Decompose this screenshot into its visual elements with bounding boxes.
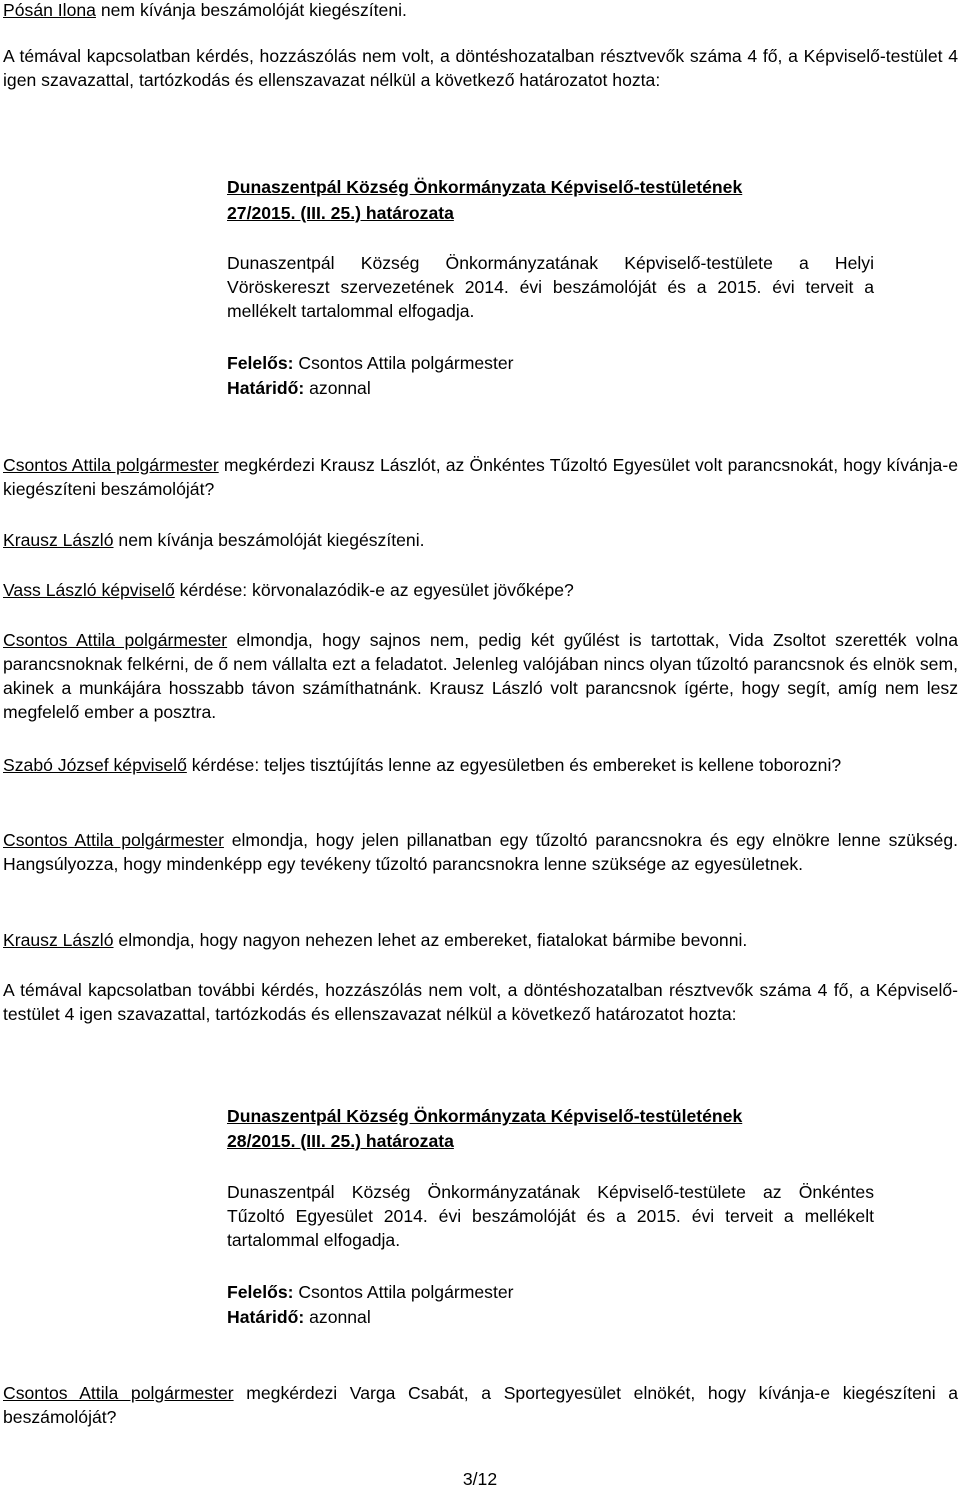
paragraph-vass: [3, 578, 958, 602]
resolution-body: Dunaszentpál Község Önkormányzatának Képviselő-testülete a Helyi Vöröskereszt szervezetének 2014. évi beszámolóját és a 2015. évi terveit a mellékelt tartalommal elfogadja.: [227, 253, 874, 321]
paragraph-csontos-1: [3, 453, 958, 501]
speaker-name: Csontos Attila polgármester: [3, 630, 228, 650]
resolution-number: 27/2015. (III. 25.) határozata: [227, 203, 454, 223]
paragraph-csontos-3: [3, 828, 958, 876]
speaker-name: Pósán Ilona: [3, 0, 96, 20]
paragraph-szabo: [3, 753, 958, 777]
paragraph-krausz-1: [3, 528, 958, 552]
resolution-body: Dunaszentpál Község Önkormányzatának Képviselő-testülete az Önkéntes Tűzoltó Egyesület 2014. évi beszámolóját és a 2015. évi terveit a mellékelt tartalommal elfogadja.: [227, 1182, 874, 1250]
resolution-responsible: [227, 1280, 874, 1304]
deadline-label: Határidő:: [227, 1307, 305, 1327]
resolution-deadline: [227, 1305, 874, 1329]
resolution-responsible: [227, 351, 874, 375]
responsible-label: Felelős:: [227, 353, 294, 373]
responsible-value: Csontos Attila polgármester: [293, 353, 514, 373]
speaker-name: Krausz László: [3, 930, 114, 950]
speaker-name: Csontos Attila polgármester: [3, 1383, 234, 1403]
deadline-value: azonnal: [304, 378, 371, 398]
paragraph-text: elmondja, hogy jelen pillanatban egy tűzoltó parancsnokra és egy elnökre lenne szükség. Hangsúlyozza, hogy mindenképp egy tevékeny tűzoltó parancsnokra lenne szüksége az egyesületnek.: [3, 830, 959, 874]
paragraph-vote-2: A témával kapcsolatban további kérdés, hozzászólás nem volt, a döntéshozatalban résztvevők száma 4 fő, a Képviselő-testület 4 igen szavazattal, tartózkodás és ellenszavazat nélkül a következő határozatot hozta:: [3, 980, 958, 1024]
resolution-title: Dunaszentpál Község Önkormányzata Képviselő-testületének: [227, 177, 743, 197]
paragraph-text: nem kívánja beszámolóját kiegészíteni.: [113, 530, 425, 550]
resolution-deadline: [227, 376, 874, 400]
speaker-name: Csontos Attila polgármester: [3, 830, 224, 850]
paragraph-text: kérdése: teljes tisztújítás lenne az egyesületben és embereket is kellene toborozni?: [186, 755, 842, 775]
paragraph-csontos-4: [3, 1381, 958, 1429]
paragraph-vote-1: A témával kapcsolatban kérdés, hozzászólás nem volt, a döntéshozatalban résztvevők száma 4 fő, a Képviselő-testület 4 igen szavazattal, tartózkodás és ellenszavazat nélkül a következő határozatot hozta:: [3, 46, 958, 90]
paragraph-text: megkérdezi Varga Csabát, a Sportegyesület elnökét, hogy kívánja-e kiegészíteni a beszámolóját?: [3, 1383, 959, 1427]
speaker-name: Csontos Attila polgármester: [3, 455, 219, 475]
paragraph-text: elmondja, hogy sajnos nem, pedig két gyűlést is tartottak, Vida Zsoltot szerették volna parancsnoknak felkérni, de ő nem vállalta ezt a feladatot. Jelenleg valójában nincs olyan tűzoltó parancsnok és elnök sem, akinek a munkájára hosszabb távon számíthatnánk. Krausz László volt parancsnok ígérte, hogy segít, amíg nem lesz megfelelő ember a posztra.: [3, 630, 958, 722]
paragraph-text: megkérdezi Krausz Lászlót, az Önkéntes Tűzoltó Egyesület volt parancsnokát, hogy kívánja-e kiegészíteni beszámolóját?: [3, 455, 958, 499]
paragraph-posan: [3, 0, 958, 22]
paragraph-krausz-2: [3, 928, 958, 952]
responsible-value: Csontos Attila polgármester: [293, 1282, 514, 1302]
deadline-value: azonnal: [304, 1307, 371, 1327]
speaker-name: Szabó József képviselő: [3, 755, 187, 775]
paragraph-text: nem kívánja beszámolóját kiegészíteni.: [95, 0, 407, 20]
resolution-title: Dunaszentpál Község Önkormányzata Képviselő-testületének: [227, 1106, 743, 1126]
paragraph-csontos-2: [3, 628, 958, 724]
deadline-label: Határidő:: [227, 378, 305, 398]
speaker-name: Vass László képviselő: [3, 580, 175, 600]
resolution-number: 28/2015. (III. 25.) határozata: [227, 1131, 454, 1151]
paragraph-text: elmondja, hogy nagyon nehezen lehet az embereket, fiatalokat bármibe bevonni.: [113, 930, 748, 950]
responsible-label: Felelős:: [227, 1282, 294, 1302]
page-number: 3/12: [462, 1469, 498, 1489]
paragraph-text: kérdése: körvonalazódik-e az egyesület jövőképe?: [174, 580, 574, 600]
speaker-name: Krausz László: [3, 530, 114, 550]
